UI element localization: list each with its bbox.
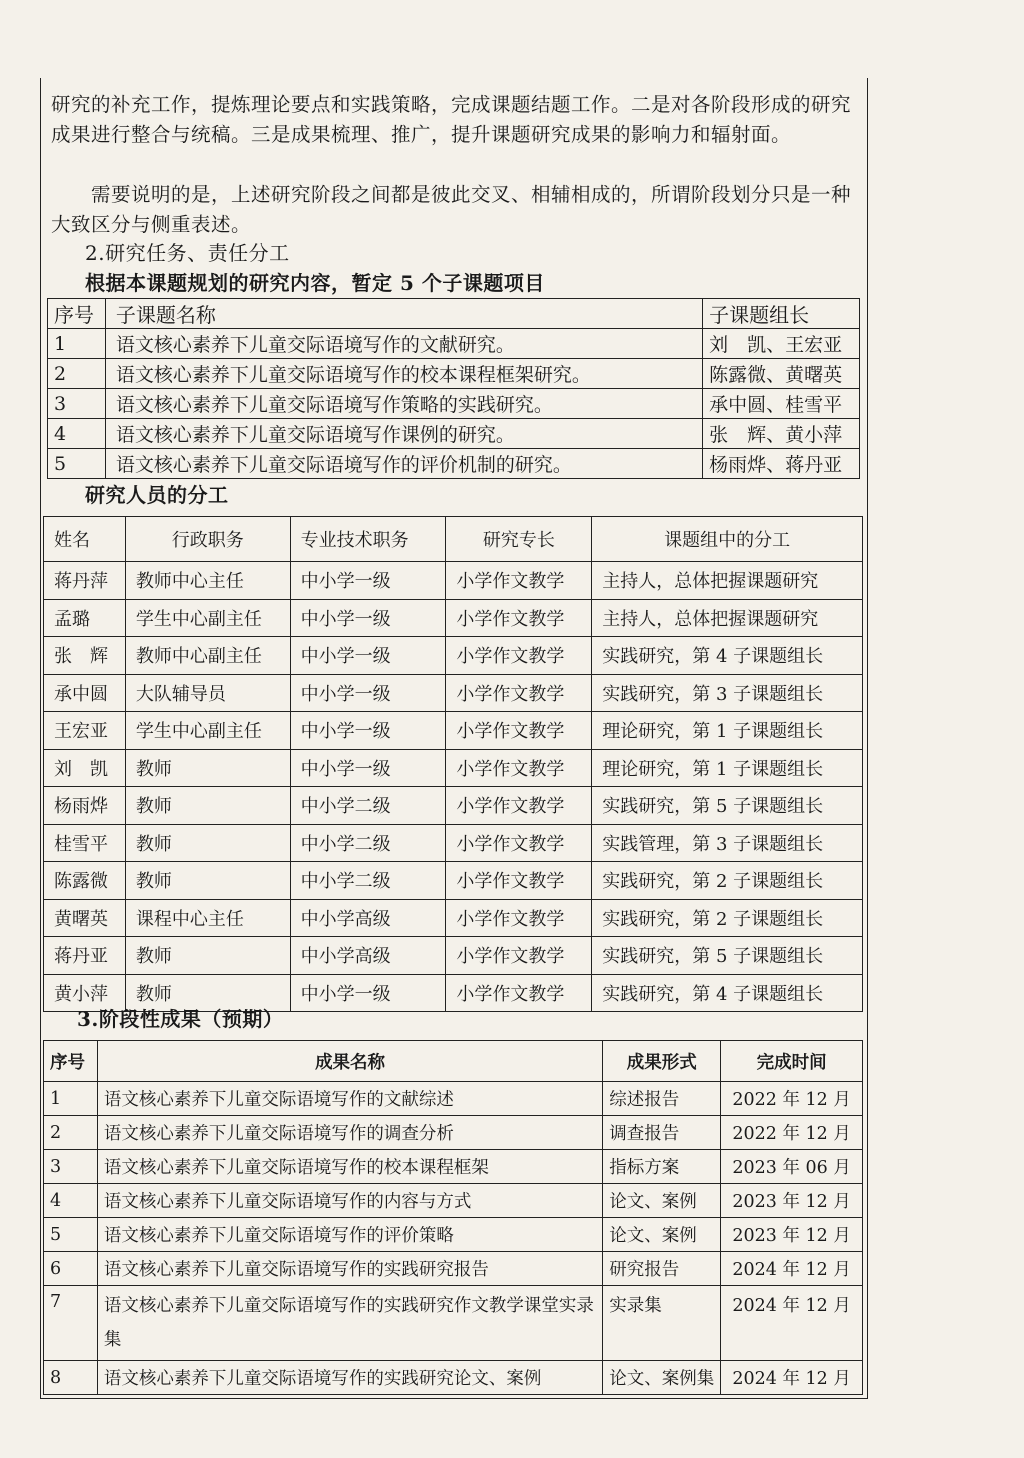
section-3-title: 3.阶段性成果（预期） [77,1007,284,1031]
cell-name: 张 辉 [44,637,126,675]
header-cell: 研究专长 [446,517,592,562]
cell-role: 理论研究，第 1 子课题组长 [592,749,863,787]
cell-title: 语文核心素养下儿童交际语境写作的文献研究。 [105,329,702,359]
cell-index: 3 [44,1150,98,1184]
staff-title: 研究人员的分工 [85,483,229,507]
cell-date: 2023 年 06 月 [721,1150,863,1184]
subtopic-table [47,298,860,479]
cell-index: 3 [48,389,106,419]
cell-name: 王宏亚 [44,712,126,750]
cell-form: 论文、案例 [603,1218,721,1252]
header-cell: 专业技术职务 [290,517,446,562]
table-row [44,862,863,900]
header-cell: 姓名 [44,517,126,562]
table-row [44,749,863,787]
table-row [48,359,860,389]
header-cell: 课题组中的分工 [592,517,863,562]
cell-index: 6 [44,1252,98,1286]
cell-role: 实践研究，第 4 子课题组长 [592,637,863,675]
cell-result-name: 语文核心素养下儿童交际语境写作的评价策略 [97,1218,602,1252]
table-row [44,1082,863,1116]
cell-index: 5 [44,1218,98,1252]
table-row [44,1286,863,1361]
cell-specialty: 小学作文教学 [446,749,592,787]
cell-specialty: 小学作文教学 [446,562,592,600]
cell-admin-title: 教师 [125,824,290,862]
cell-admin-title: 学生中心副主任 [125,712,290,750]
cell-role: 主持人，总体把握课题研究 [592,562,863,600]
table-row [44,712,863,750]
cell-name: 蒋丹亚 [44,937,126,975]
cell-index: 2 [44,1116,98,1150]
cell-index: 5 [48,449,106,479]
cell-role: 主持人，总体把握课题研究 [592,599,863,637]
cell-role: 实践研究，第 5 子课题组长 [592,937,863,975]
cell-admin-title: 教师 [125,862,290,900]
table-row [44,1252,863,1286]
cell-name: 承中圆 [44,674,126,712]
cell-tech-title: 中小学二级 [290,824,446,862]
cell-specialty: 小学作文教学 [446,824,592,862]
cell-admin-title: 教师 [125,937,290,975]
table-row [44,637,863,675]
cell-name: 杨雨烨 [44,787,126,825]
cell-tech-title: 中小学一级 [290,562,446,600]
table-row [44,899,863,937]
cell-result-name: 语文核心素养下儿童交际语境写作的内容与方式 [97,1184,602,1218]
header-cell: 子课题名称 [105,299,702,329]
cell-title: 语文核心素养下儿童交际语境写作策略的实践研究。 [105,389,702,419]
cell-specialty: 小学作文教学 [446,674,592,712]
cell-admin-title: 教师中心主任 [125,562,290,600]
cell-admin-title: 大队辅导员 [125,674,290,712]
cell-name: 桂雪平 [44,824,126,862]
cell-tech-title: 中小学二级 [290,787,446,825]
cell-tech-title: 中小学一级 [290,599,446,637]
table-row [44,1361,863,1395]
cell-leaders: 张 辉、黄小萍 [703,419,860,449]
cell-leaders: 承中圆、桂雪平 [703,389,860,419]
table-row [48,419,860,449]
cell-name: 孟璐 [44,599,126,637]
cell-tech-title: 中小学一级 [290,749,446,787]
cell-specialty: 小学作文教学 [446,862,592,900]
cell-index: 1 [48,329,106,359]
cell-date: 2024 年 12 月 [721,1252,863,1286]
cell-date: 2023 年 12 月 [721,1218,863,1252]
cell-tech-title: 中小学高级 [290,899,446,937]
table-row [44,1218,863,1252]
cell-tech-title: 中小学高级 [290,937,446,975]
cell-role: 实践研究，第 2 子课题组长 [592,862,863,900]
cell-title: 语文核心素养下儿童交际语境写作的校本课程框架研究。 [105,359,702,389]
cell-specialty: 小学作文教学 [446,637,592,675]
cell-date: 2023 年 12 月 [721,1184,863,1218]
cell-index: 2 [48,359,106,389]
table-row [44,562,863,600]
table-row [44,674,863,712]
table-row [48,449,860,479]
cell-date: 2024 年 12 月 [721,1286,863,1361]
results-table [43,1040,863,1395]
header-cell: 成果形式 [603,1041,721,1082]
cell-index: 7 [44,1286,98,1361]
cell-form: 综述报告 [603,1082,721,1116]
header-cell: 序号 [44,1041,98,1082]
table-row [48,329,860,359]
table-row [44,787,863,825]
cell-form: 论文、案例集 [603,1361,721,1395]
staff-table [43,516,863,1012]
subtopic-intro: 根据本课题规划的研究内容，暂定 5 个子课题项目 [85,271,545,295]
cell-admin-title: 教师 [125,974,290,1012]
table-header-row [44,1041,863,1082]
cell-role: 实践研究，第 4 子课题组长 [592,974,863,1012]
cell-tech-title: 中小学一级 [290,637,446,675]
cell-index: 1 [44,1082,98,1116]
header-cell: 成果名称 [97,1041,602,1082]
cell-form: 指标方案 [603,1150,721,1184]
header-cell: 子课题组长 [703,299,860,329]
cell-index: 4 [48,419,106,449]
cell-tech-title: 中小学一级 [290,674,446,712]
cell-admin-title: 学生中心副主任 [125,599,290,637]
cell-role: 实践研究，第 5 子课题组长 [592,787,863,825]
cell-result-name: 语文核心素养下儿童交际语境写作的实践研究作文教学课堂实录集 [97,1286,602,1361]
cell-leaders: 杨雨烨、蒋丹亚 [703,449,860,479]
cell-name: 陈露微 [44,862,126,900]
cell-leaders: 陈露微、黄曙英 [703,359,860,389]
cell-name: 刘 凯 [44,749,126,787]
cell-specialty: 小学作文教学 [446,712,592,750]
header-cell: 行政职务 [125,517,290,562]
table-row [44,824,863,862]
cell-date: 2022 年 12 月 [721,1116,863,1150]
cell-index: 8 [44,1361,98,1395]
cell-leaders: 刘 凯、王宏亚 [703,329,860,359]
cell-date: 2024 年 12 月 [721,1361,863,1395]
cell-form: 调查报告 [603,1116,721,1150]
cell-tech-title: 中小学二级 [290,862,446,900]
cell-result-name: 语文核心素养下儿童交际语境写作的调查分析 [97,1116,602,1150]
table-row [48,389,860,419]
cell-form: 研究报告 [603,1252,721,1286]
cell-role: 实践管理，第 3 子课题组长 [592,824,863,862]
cell-role: 理论研究，第 1 子课题组长 [592,712,863,750]
cell-admin-title: 教师 [125,787,290,825]
table-row [44,1184,863,1218]
cell-result-name: 语文核心素养下儿童交际语境写作的实践研究论文、案例 [97,1361,602,1395]
table-row [44,1150,863,1184]
cell-admin-title: 课程中心主任 [125,899,290,937]
table-header-row [48,299,860,329]
table-header-row [44,517,863,562]
cell-role: 实践研究，第 2 子课题组长 [592,899,863,937]
cell-admin-title: 教师中心副主任 [125,637,290,675]
cell-tech-title: 中小学一级 [290,974,446,1012]
cell-form: 实录集 [603,1286,721,1361]
cell-title: 语文核心素养下儿童交际语境写作课例的研究。 [105,419,702,449]
cell-form: 论文、案例 [603,1184,721,1218]
cell-result-name: 语文核心素养下儿童交际语境写作的文献综述 [97,1082,602,1116]
cell-name: 黄小萍 [44,974,126,1012]
cell-name: 黄曙英 [44,899,126,937]
paragraph-note: 需要说明的是，上述研究阶段之间都是彼此交叉、相辅相成的，所谓阶段划分只是一种大致区分与侧重表述。 [51,183,852,236]
cell-specialty: 小学作文教学 [446,787,592,825]
header-cell: 序号 [48,299,106,329]
table-row [44,1116,863,1150]
cell-specialty: 小学作文教学 [446,937,592,975]
cell-result-name: 语文核心素养下儿童交际语境写作的实践研究报告 [97,1252,602,1286]
cell-specialty: 小学作文教学 [446,899,592,937]
cell-admin-title: 教师 [125,749,290,787]
cell-specialty: 小学作文教学 [446,599,592,637]
document-page [40,78,868,1399]
cell-result-name: 语文核心素养下儿童交际语境写作的校本课程框架 [97,1150,602,1184]
cell-tech-title: 中小学一级 [290,712,446,750]
cell-specialty: 小学作文教学 [446,974,592,1012]
cell-index: 4 [44,1184,98,1218]
cell-title: 语文核心素养下儿童交际语境写作的评价机制的研究。 [105,449,702,479]
cell-role: 实践研究，第 3 子课题组长 [592,674,863,712]
header-cell: 完成时间 [721,1041,863,1082]
paragraph-continued: 研究的补充工作，提炼理论要点和实践策略，完成课题结题工作。二是对各阶段形成的研究成果进行整合与统稿。三是成果梳理、推广，提升课题研究成果的影响力和辐射面。 [51,93,852,146]
table-row [44,599,863,637]
section-2-title: 2.研究任务、责任分工 [85,241,290,265]
cell-date: 2022 年 12 月 [721,1082,863,1116]
table-row [44,937,863,975]
cell-name: 蒋丹萍 [44,562,126,600]
